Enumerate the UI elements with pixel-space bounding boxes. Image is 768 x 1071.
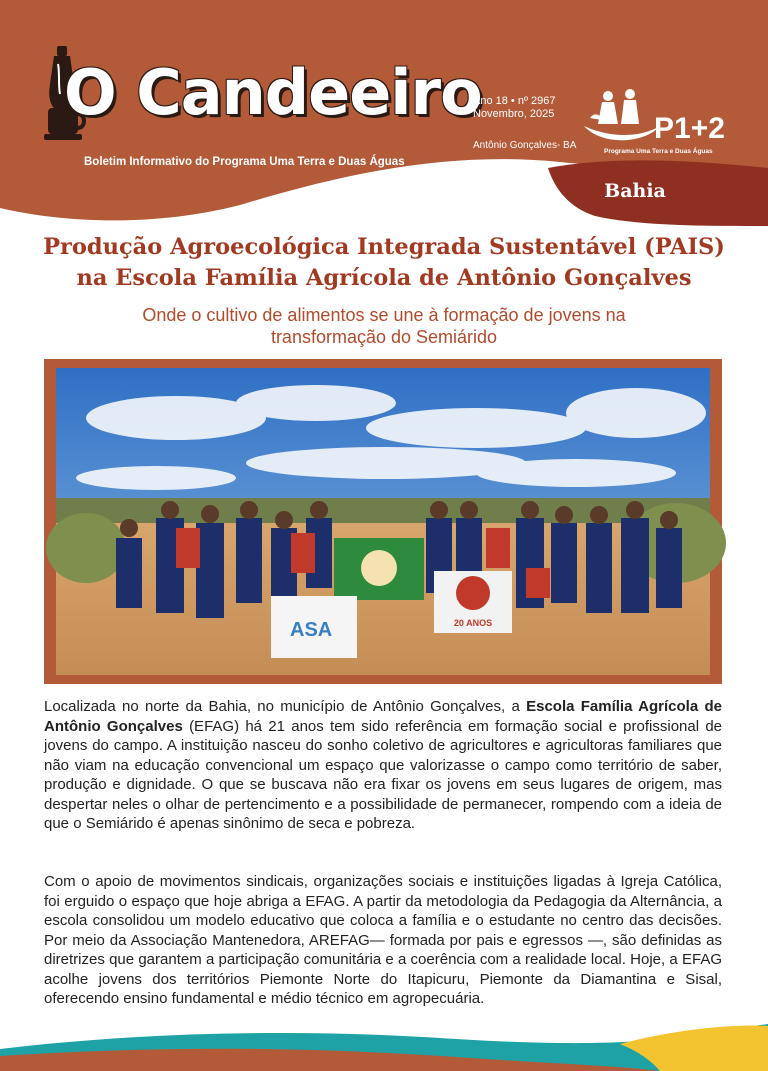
- issue-info: [473, 95, 556, 121]
- paragraph-1-rest: (EFAG) há 21 anos tem sido referência em formação social e profissional de jovens do campo. A instituição nasceu do sonho coletivo de agricultores e agricultoras familiares que não viam na educação convencional um espaço que valorizasse o campo como território de saber, produção e dignidade. O que se buscava não era fixar os jovens em seus lugares de origem, mas despertar neles o olhar de pertencimento e a possibilidade de permanecer, rompendo com a ideia de que o Semiárido é apenas sinônimo de seca e pobreza.: [44, 717, 722, 832]
- deck-line-1: Onde o cultivo de alimentos se une à formação de jovens na: [142, 305, 626, 325]
- p1-2-tagline: Programa Uma Terra e Duas Águas: [604, 148, 713, 155]
- article-paragraph-1: [44, 697, 722, 834]
- school-name: Escola Família Agrícola de Antônio Gonçalves: [44, 698, 722, 735]
- issue-number: Ano 18 • nº 2967: [473, 95, 556, 107]
- masthead-title: O Candeeiro: [64, 56, 482, 129]
- asa-banner-text: ASA: [290, 619, 333, 641]
- footer-waves: [0, 1014, 768, 1071]
- issue-date: Novembro, 2025: [473, 108, 555, 120]
- article-deck: [40, 304, 728, 348]
- headline-line-2: na Escola Família Agrícola de Antônio Gonçalves: [76, 265, 692, 291]
- masthead-subtitle: Boletim Informativo do Programa Uma Terra e Duas Águas: [84, 156, 405, 168]
- article-headline: [30, 232, 738, 294]
- region-label: Bahia: [604, 180, 666, 202]
- p1-2-logo: [580, 86, 725, 152]
- paragraph-1-intro: Localizada no norte da Bahia, no município de Antônio Gonçalves, a: [44, 698, 527, 715]
- deck-line-2: transformação do Semiárido: [270, 327, 498, 347]
- issue-location: Antônio Gonçalves- BA: [473, 140, 577, 151]
- group-photo-illustration: [56, 368, 710, 675]
- group-photo: [44, 359, 722, 684]
- anniversary-banner-text: 20 ANOS: [453, 618, 493, 628]
- p1-2-logo-text: P1+2: [654, 112, 725, 145]
- headline-line-1: Produção Agroecológica Integrada Sustentável (PAIS): [43, 234, 725, 260]
- article-paragraph-2: Com o apoio de movimentos sindicais, organizações sociais e instituições ligadas à Igreja Católica, foi erguido o espaço que hoje abriga a EFAG. A partir da metodologia da Pedagogia da Alternância, a escola consolidou um modelo educativo que coloca a família e o estudante no centro das decisões. Por meio da Associação Mantenedora, AREFAG— formada por pais e egressos —, são definidas as diretrizes que garantem a participação comunitária e a coerência com a realidade local. Hoje, a EFAG acolhe jovens dos territórios Piemonte Norte do Itapicuru, Piemonte da Diamantina e Sisal, oferecendo ensino fundamental e médio técnico em agropecuária.: [44, 873, 722, 1007]
